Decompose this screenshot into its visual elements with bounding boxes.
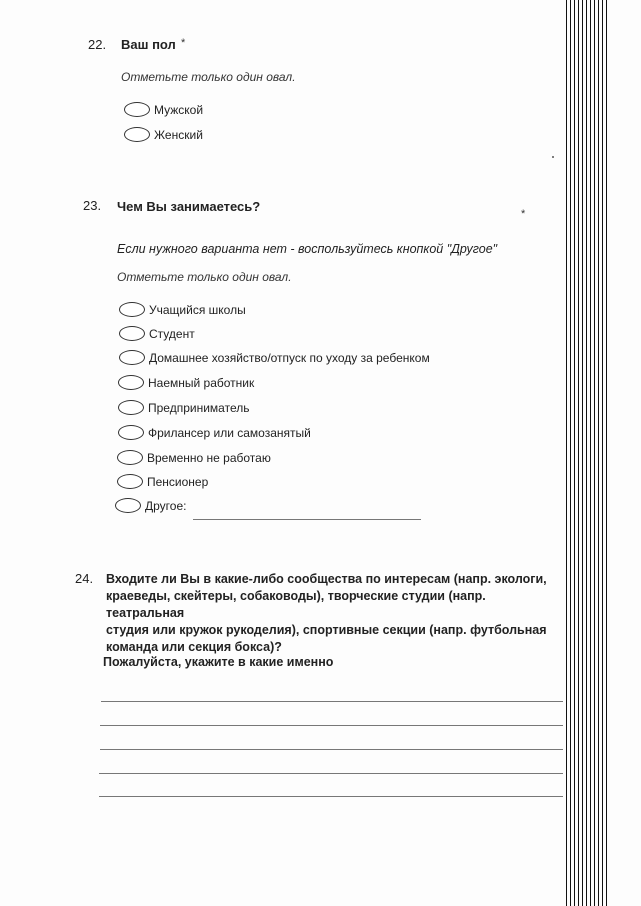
q23-option-household[interactable] (119, 350, 430, 365)
q23-title: Чем Вы занимаетесь? (117, 199, 261, 214)
option-label: Наемный работник (148, 375, 255, 390)
q24-line: команда или секция бокса)? (106, 640, 282, 654)
radio-oval[interactable] (124, 127, 150, 142)
q23-number: 23. (83, 198, 102, 213)
q23-required-mark: * (521, 208, 526, 220)
q23-option-student[interactable] (119, 326, 195, 341)
option-label: Студент (149, 326, 195, 341)
q24-answer-line[interactable] (99, 773, 563, 774)
option-label: Мужской (154, 102, 204, 117)
radio-oval[interactable] (118, 400, 144, 415)
q23-option-other[interactable] (115, 498, 186, 513)
q24-number: 24. (75, 571, 94, 586)
option-label: Пенсионер (147, 474, 209, 489)
q22-option-female[interactable] (124, 127, 203, 142)
q24-answer-line[interactable] (100, 749, 563, 750)
option-label: Учащийся школы (149, 302, 246, 317)
q23-other-input-line[interactable] (193, 519, 421, 520)
option-label: Предприниматель (148, 400, 250, 415)
q24-line: Входите ли Вы в какие-либо сообщества по интересам (напр. экологи, (106, 572, 547, 586)
q24-question (106, 571, 566, 656)
q22-option-male[interactable] (124, 102, 203, 117)
binding-stripes (566, 0, 608, 906)
option-label: Домашнее хозяйство/отпуск по уходу за ребенком (149, 350, 430, 365)
q22-number: 22. (88, 37, 107, 52)
q22-required-mark: * (181, 37, 186, 49)
q22-hint: Отметьте только один овал. (121, 70, 296, 84)
q23-option-freelancer[interactable] (118, 425, 311, 440)
q22-title: Ваш пол (121, 37, 176, 52)
option-label: Другое: (145, 498, 187, 513)
q23-option-employee[interactable] (118, 375, 254, 390)
q23-option-entrepreneur[interactable] (118, 400, 249, 415)
q24-answer-line[interactable] (99, 796, 563, 797)
q24-answer-line[interactable] (101, 701, 563, 702)
q24-subprompt: Пожалуйста, укажите в какие именно (103, 655, 334, 669)
q23-option-retired[interactable] (117, 474, 208, 489)
radio-oval[interactable] (117, 474, 143, 489)
radio-oval[interactable] (118, 375, 144, 390)
option-label: Временно не работаю (147, 450, 271, 465)
option-label: Женский (154, 127, 203, 142)
q23-option-school[interactable] (119, 302, 246, 317)
q23-hint: Отметьте только один овал. (117, 270, 292, 284)
radio-oval[interactable] (119, 350, 145, 365)
q23-option-unemployed[interactable] (117, 450, 271, 465)
radio-oval[interactable] (117, 450, 143, 465)
q24-line: студия или кружок рукоделия), спортивные секции (напр. футбольная (106, 623, 547, 637)
option-label: Фрилансер или самозанятый (148, 425, 311, 440)
radio-oval[interactable] (124, 102, 150, 117)
radio-oval[interactable] (119, 302, 145, 317)
radio-oval[interactable] (115, 498, 141, 513)
q24-line: краеведы, скейтеры, собаководы), творческие студии (напр. театральная (106, 589, 486, 620)
scan-speck (552, 156, 554, 158)
radio-oval[interactable] (119, 326, 145, 341)
radio-oval[interactable] (118, 425, 144, 440)
q23-description: Если нужного варианта нет - воспользуйтесь кнопкой "Другое" (117, 242, 498, 256)
q24-answer-line[interactable] (100, 725, 563, 726)
